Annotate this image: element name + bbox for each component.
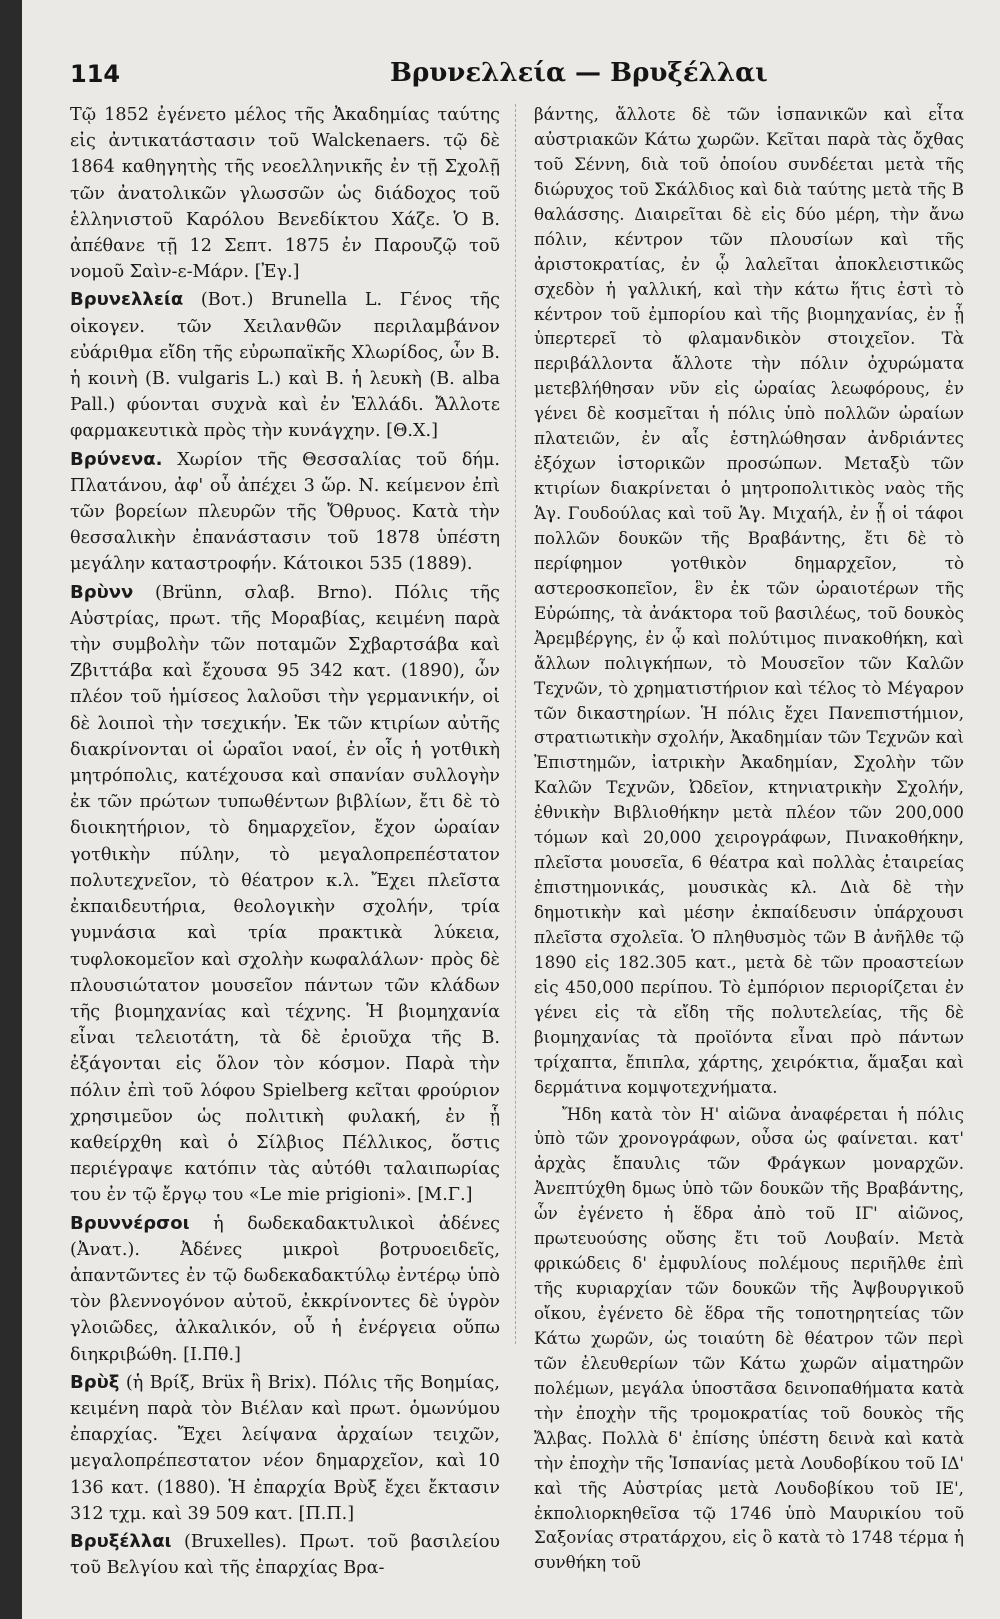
entry-continuation: Τῷ 1852 ἐγένετο μέλος τῆς Ἀκαδημίας ταύτης εἰς ἀντικατάστασιν τοῦ Walckenaers. τῷ δὲ 1864 καθηγητὴς τῆς νεοελληνικῆς ἐν τῇ Σχολῇ τῶν ἀνατολικῶν γλωσσῶν ὡς διάδοχος τοῦ ἑλληνιστοῦ Καρόλου Βενεδίκτου Χάζε. Ὁ Β. ἀπέθανε τῇ 12 Σεπτ. 1875 ἐν Παρουζῷ τοῦ νομοῦ Σαὶν-ε-Μάρν. [Ἐγ.] (70, 105, 500, 283)
column-divider (515, 104, 516, 1344)
left-column (70, 102, 500, 1581)
entry-headword: Βρὺνν (70, 581, 134, 603)
entry-headword: Βρυννέρσοι (70, 1212, 190, 1234)
right-column (534, 102, 964, 1575)
entry-headword: Βρὺξ (70, 1371, 120, 1393)
paragraph: βάντης, ἄλλοτε δὲ τῶν ἱσπανικῶν καὶ εἶτα αὐστριακῶν Κάτω χωρῶν. Κεῖται παρὰ τὰς ὄχθας τοῦ Σέννη, διὰ τοῦ ὁποίου συνδέεται μετὰ τῆς διώρυχος τοῦ Σκάλδιος καὶ διὰ ταύτης μετὰ τῆς Β θαλάσσης. Διαιρεῖται δὲ εἰς δύο μέρη, τὴν ἄνω πόλιν, κέντρον τῶν πλουσίων καὶ τῆς ἀριστοκρατίας, ἐν ᾧ λαλεῖται ἀποκλειστικῶς σχεδὸν ἡ γαλλική, καὶ τὴν κάτω ἥτις ἐστὶ τὸ κέντρον τοῦ ἐμπορίου καὶ τῆς βιομηχανίας, ἐν ᾗ ὑπερτερεῖ τὸ φλαμανδικὸν στοιχεῖον. Τὰ περιβάλλοντα ἄλλοτε τὴν πόλιν ὀχυρώματα μετεβλήθησαν νῦν εἰς ὡραίας λεωφόρους, ἐν γένει δὲ κοσμεῖται ἡ πόλις ὑπὸ πολλῶν ὡραίων πλατειῶν, ἐν αἷς ἑστηλώθησαν ἀνδριάντες ἐξόχων ἱστορικῶν προσώπων. Μεταξὺ τῶν κτιρίων διακρίνεται ὁ μητροπολιτικὸς ναὸς τῆς Ἁγ. Γουδούλας καὶ τοῦ Ἁγ. Μιχαήλ, ἐν ᾗ οἱ τάφοι πολλῶν δουκῶν τῆς Βραβάντης, ἔτι δὲ τὸ περίφημον γοτθικὸν δημαρχεῖον, τὸ αστεροσκοπεῖον, ἓν ἐκ τῶν ὡραιοτέρων τῆς Εὐρώπης, τὰ ἀνάκτορα τοῦ βασιλέως, τοῦ δουκὸς Ἀρεμβέργης, ἐν ᾧ καὶ πολύτιμος πινακοθήκη, καὶ ἄλλων πολιγκήπων, τὸ Μουσεῖον τῶν Καλῶν Τεχνῶν, τὸ χρηματιστήριον καὶ τέλος τὸ Μέγαρον τῶν δικαστηρίων. Ἡ πόλις ἔχει Πανεπιστήμιον, στρατιωτικὴν σχολήν, Ἀκαδημίαν τῶν Τεχνῶν καὶ Ἐπιστημῶν, ἰατρικὴν Ἀκαδημίαν, Σχολὴν τῶν Καλῶν Τεχνῶν, Ὠδεῖον, κτηνιατρικὴν Σχολήν, ἐθνικὴν Βιβλιοθήκην μετὰ πλέον τῶν 200,000 τόμων καὶ 20,000 χειρογράφων, Πινακοθήκην, πλεῖστα μουσεῖα, 6 θέατρα καὶ πολλὰς ἑταιρείας ἐπιστημονικάς, μουσικὰς κλ. Διὰ δὲ τὴν δημοτικὴν καὶ μέσην ἐκπαίδευσιν ὑπάρχουσι πλεῖστα σχολεῖα. Ὁ πληθυσμὸς τῶν Β ἀνῆλθε τῷ 1890 εἰς 182.305 κατ., μετὰ δὲ τῶν προαστείων εἰς 450,000 περίπου. Τὸ ἐμπόριον περιορίζεται ἐν γένει εἰς τὰ εἴδη τῆς πολυτελείας, τῆς δὲ βιομηχανίας τὰ προϊόντα εἶναι πρὸ πάντων τρίχαπτα, ἔπιπλα, χάρτης, χειρόκτια, ἅμαξαι καὶ δερμάτινα κομψοτεχνήματα. (534, 104, 964, 1097)
paragraph: Ἤδη κατὰ τὸν Η' αἰῶνα ἀναφέρεται ἡ πόλις ὑπὸ τῶν χρονογράφων, οὖσα ὡς φαίνεται. κατ' ἀρχὰς ἔπαυλις τῶν Φράγκων μοναρχῶν. Ἀνεπτύχθη δμως ὑπὸ τῶν δουκῶν τῆς Βραβάντης, ὧν ἐγένετο ἡ ἕδρα ἀπὸ τοῦ ΙΓ' αἰῶνος, πρωτευούσης οὔσης ἔτι τοῦ Λουβαίν. Μετὰ φρικώδεις δ' ἐμφυλίους πολέμους περιῆλθε ἐπὶ τῆς κυριαρχίαν τῶν δουκῶν τῆς Ἀψβουργικοῦ οἴκου, ἐγένετο δὲ ἕδρα τῆς τοποτηρητείας τῶν Κάτω χωρῶν, ὡς τοιαύτη δὲ θέατρον τῶν περὶ τῶν ἐλευθερίων τῶν Κάτω χωρῶν αἱματηρῶν πολέμων, μεγάλα ὑποστᾶσα δεινοπαθήματα κατὰ τὴν ἐποχὴν τῆς τρομοκρατίας τοῦ δουκὸς τῆς Ἄλβας. Πολλὰ δ' ἐπίσης ὑπέστη δεινὰ καὶ κατὰ τὴν ἐποχὴν τῆς Ἱσπανίας μετὰ Λουδοβίκου τοῦ ΙΔ' καὶ τῆς Αὐστρίας μετὰ Λουδοβίκου τοῦ ΙΕ', ἐκπολιορκηθεῖσα τῷ 1746 ὑπὸ Μαυρικίου τοῦ Σαξονίας στρατάρχου, εἰς ὃ κατὰ τὸ 1748 τέρμα ἡ συνθήκη τοῦ (534, 1103, 964, 1573)
page-number: 114 (70, 60, 121, 88)
entry-vrynelleia: Βρυνελλεία (Βοτ.) Brunella L. Γένος τῆς οἰκογεν. τῶν Χειλανθῶν περιλαμβάνον εὐάριθμα εἴδη τῆς εὐρωπαϊκῆς Χλωρίδος, ὧν Β. ἡ κοινὴ (Β. vulgaris L.) καὶ Β. ἡ λευκὴ (Β. alba Pall.) φύονται συχνὰ καὶ ἐν Ἑλλάδι. Ἄλλοτε φαρμακευτικὰ πρὸς τὴν κυνάγχην. [Θ.Χ.] (70, 289, 501, 442)
entry-vrynena: Βρύνενα. Χωρίον τῆς Θεσσαλίας τοῦ δήμ. Πλατάνου, ἀφ' οὗ ἀπέχει 3 ὥρ. Ν. κείμενον ἐπὶ τῶν βορείων πλευρῶν τῆς Ὄθρυος. Κατὰ τὴν θεσσαλικὴν ἐπανάστασιν τοῦ 1878 ὑπέστη μεγάλην καταστροφήν. Κάτοικοι 535 (1889). (70, 448, 500, 575)
page-header (70, 54, 976, 94)
entry-vrynnersoi: Βρυννέρσοι ἡ δωδεκαδακτυλικοὶ ἀδένες (Ἀνατ.). Ἀδένες μικροὶ βοτρυοειδεῖς, ἀπαντῶντες ἐν τῷ δωδεκαδακτύλῳ ἐντέρῳ ὑπὸ τὸν βλεννογόνον αὐτοῦ, ἐκκρίνοντες δὲ ὑγρὸν γλοιῶδες, ἀλκαλικόν, οὗ ἡ ἐνέργεια οὔπω διηκριβώθη. [Ι.Πθ.] (70, 1212, 501, 1365)
entry-vryx: Βρὺξ (ἡ Βρίξ, Brüx ἢ Brix). Πόλις τῆς Βοημίας, κειμένη παρὰ τὸν Βιέλαν καὶ πρωτ. ὁμωνύμου ἐπαρχίας. Ἔχει λείψανα ἀρχαίων τειχῶν, μεγαλοπρέπεστατον νέον δημαρχεῖον, καὶ 10 136 κατ. (1880). Ἡ ἐπαρχία Βρὺξ ἔχει ἔκτασιν 312 τχμ. καὶ 39 509 κατ. [Π.Π.] (70, 1371, 501, 1524)
entry-headword: Βρύνενα. (70, 448, 163, 470)
entry-vrynn: Βρὺνν (Brünn, σλαβ. Brno). Πόλις τῆς Αὐστρίας, πρωτ. τῆς Μοραβίας, κειμένη παρὰ τὴν συμβολὴν τῶν ποταμῶν Σχβαρτσάβα καὶ Ζβιττάβα καὶ ἔχουσα 95 342 κατ. (1890), ὧν πλέον τοῦ ἡμίσεος λαλοῦσι τὴν γερμανικήν, οἱ δὲ λοιποὶ τὴν τσεχικήν. Ἐκ τῶν κτιρίων αὐτῆς διακρίνονται οἱ ὡραῖοι ναοί, ἐν οἷς ἡ γοτθικὴ μητρόπολις, κατέχουσα καὶ σπανίαν συλλογὴν ἐκ τῶν πρώτων τυπωθέντων βιβλίων, ἔτι δὲ τὸ διοικητήριον, τὸ δημαρχεῖον, ἔχον ὡραίαν γοτθικὴν πύλην, τὸ μεγαλοπρεπέστατον πολυτεχνεῖον, τὸ θέατρον κ.λ. Ἔχει πλεῖστα ἐκπαιδευτήρια, θεολογικὴν σχολήν, τρία γυμνάσια καὶ τρία πρακτικὰ λύκεια, τυφλοκομεῖον καὶ σχολὴν κωφαλάλων· πρὸς δὲ πλουσιώτατον μουσεῖον πάντων τῶν κλάδων τῆς βιομηχανίας καὶ τέχνης. Ἡ βιομηχανία εἶναι τελειοτάτη, τὰ δὲ ἐριοῦχα τῆς Β. ἐξάγονται εἰς ὅλον τὸν κόσμον. Παρὰ τὴν πόλιν ἐπὶ τοῦ λόφου Spielberg κεῖται φρούριον χρησιμεῦον ὡς πολιτικὴ φυλακή, ἐν ᾗ καθείρχθη καὶ ὁ Σίλβιος Πέλλικος, ὅστις περιέγραψε κατόπιν τὰς αὐτόθι ταλαιπωρίας του ἐν τῷ ἔργῳ του «Le mie prigioni». [Μ.Γ.] (70, 581, 500, 1206)
entry-headword: Βρυνελλεία (70, 289, 184, 311)
entry-vryxellai: Βρυξέλλαι (Bruxelles). Πρωτ. τοῦ βασιλείου τοῦ Βελγίου καὶ τῆς ἐπαρχίας Βρα- (70, 1530, 500, 1579)
running-head: Βρυνελλεία — Βρυξέλλαι (390, 58, 768, 88)
book-page (22, 0, 1000, 1619)
entry-headword: Βρυξέλλαι (70, 1530, 172, 1552)
